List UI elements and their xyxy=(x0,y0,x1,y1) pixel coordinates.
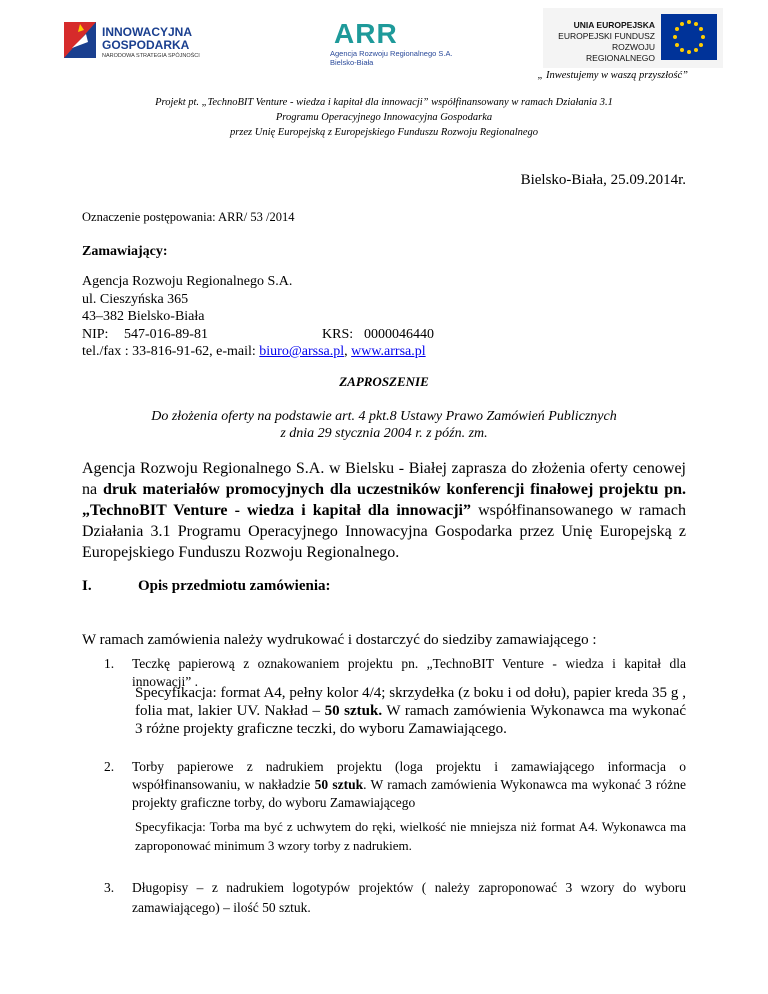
intro-paragraph xyxy=(82,458,686,563)
intro-part1: Agencja Rozwoju Regionalnego S.A. w Bielsku - Białej zaprasza do złożenia oferty cenowej na xyxy=(82,460,686,498)
spec1-bold: 50 sztuk. xyxy=(324,703,383,719)
spec1-part-b: W ramach zamówienia Wykonawca ma wykonać 3 różne projekty graficzne teczki, do wyboru Zamawiającego. xyxy=(135,703,686,737)
document-subtitle xyxy=(0,408,768,442)
ig-line3: NARODOWA STRATEGIA SPÓJNOŚCI xyxy=(102,53,200,59)
spec-bag: Specyfikacja: Torba ma być z uchwytem do ręki, wielkość nie mniejsza niż format A4. Wykonawca ma zaproponować minimum 3 wzory torby z nadrukiem. xyxy=(135,819,686,853)
org-contact xyxy=(82,343,426,361)
project-line-3: przez Unię Europejską z Europejskiego Funduszu Rozwoju Regionalnego xyxy=(229,127,539,138)
item-number: 3. xyxy=(104,880,115,895)
nip-label: NIP: xyxy=(82,326,109,342)
eu-logo xyxy=(543,8,723,68)
item-text: Teczkę papierową z oznakowaniem projektu pn. „TechnoBIT Venture - wiedza i kapitał dla innowacji” . xyxy=(132,656,686,689)
document-date: Bielsko-Biała, 25.09.2014r. xyxy=(520,172,686,188)
krs-value: 0000046440 xyxy=(364,326,434,342)
eu-line1: UNIA EUROPEJSKA xyxy=(573,20,655,30)
arr-line2: Bielsko-Biała xyxy=(330,58,374,67)
item2-part-b: . W ramach zamówienia Wykonawca ma wykonać 3 różne projekty graficzne torby, do wyboru Zamawiającego xyxy=(132,777,686,810)
section-title: Opis przedmiotu zamówienia: xyxy=(138,578,331,594)
item-number: 2. xyxy=(104,759,115,774)
subtitle-line-2: z dnia 29 stycznia 2004 r. z późn. zm. xyxy=(280,426,488,441)
project-line-1: Projekt pt. „TechnoBIT Venture - wiedza i kapitał dla innowacji” współfinansowany w ramach Działania 3.1 xyxy=(155,97,613,108)
org-ids xyxy=(82,326,434,344)
subtitle-line-1: Do złożenia oferty na podstawie art. 4 pkt.8 Ustawy Prawo Zamówień Publicznych xyxy=(151,409,617,424)
krs-label: KRS: xyxy=(322,326,354,342)
org-street: ul. Cieszyńska 365 xyxy=(82,291,189,307)
eu-flag-icon xyxy=(661,14,717,60)
project-info xyxy=(0,95,768,140)
spec1-part-a: Specyfikacja: format A4, pełny kolor 4/4; skrzydełka (z boku i od dołu), papier kreda 35 g , folia mat, lakier UV. Nakład – xyxy=(135,685,686,719)
spec-folder xyxy=(135,684,686,738)
document-title: ZAPROSZENIE xyxy=(339,374,429,389)
contact-prefix: tel./fax : 33-816-91-62, e-mail: xyxy=(82,344,260,359)
item2-part-a: Torby papierowe z nadrukiem projektu (loga projektu i zamawiającego informacja o współfinansowaniu, w nakładzie xyxy=(132,759,686,792)
list-item-2 xyxy=(104,758,686,812)
ig-line2: GOSPODARKA xyxy=(102,38,190,52)
website-link[interactable]: www.arrsa.pl xyxy=(351,344,426,359)
link-separator: , xyxy=(344,344,352,359)
list-item-3 xyxy=(104,878,686,918)
org-name: Agencja Rozwoju Regionalnego S.A. xyxy=(82,274,293,289)
item-text: Długopisy – z nadrukiem logotypów projektów ( należy zaproponować 3 wzory do wyboru zamawiającego) – ilość 50 sztuk. xyxy=(132,880,686,915)
item2-bold: 50 sztuk xyxy=(314,777,364,792)
reference-number: Oznaczenie postępowania: ARR/ 53 /2014 xyxy=(82,210,295,224)
arr-line1: Agencja Rozwoju Regionalnego S.A. xyxy=(330,49,453,58)
item-text xyxy=(132,758,686,812)
lead-sentence: W ramach zamówienia należy wydrukować i dostarczyć do siedziby zamawiającego : xyxy=(82,632,597,648)
arr-logo xyxy=(330,18,460,70)
eu-line2: EUROPEJSKI FUNDUSZ xyxy=(558,31,655,41)
intro-part2: współfinansowanego w ramach Działania 3.1 Programu Operacyjnego Innowacyjna Gospodarka przez Unię Europejską z Europejskiego Funduszu Rozwoju Regionalnego. xyxy=(82,502,687,561)
section-number: I. xyxy=(82,578,92,594)
nip-value: 547-016-89-81 xyxy=(123,326,208,342)
motto: „ Inwestujemy w waszą przyszłość” xyxy=(537,70,688,81)
eu-line3: ROZWOJU REGIONALNEGO xyxy=(586,42,655,63)
ordering-party-address xyxy=(82,252,434,361)
item-number: 1. xyxy=(104,656,115,671)
innowacyjna-gospodarka-logo xyxy=(62,18,202,68)
ordering-party-heading: Zamawiający: xyxy=(82,244,168,259)
arr-mark: ARR xyxy=(334,18,398,49)
email-link[interactable]: biuro@arssa.pl xyxy=(259,344,345,359)
ig-line1: INNOWACYJNA xyxy=(102,25,193,39)
project-line-2: Programu Operacyjnego Innowacyjna Gospodarka xyxy=(275,112,493,123)
org-city: 43–382 Bielsko-Biała xyxy=(82,309,205,324)
intro-bold: druk materiałów promocyjnych dla uczestników konferencji finałowej projektu pn. „TechnoBIT Venture - wiedza i kapitał dla innowacji” xyxy=(82,481,686,519)
section-heading xyxy=(82,578,331,595)
